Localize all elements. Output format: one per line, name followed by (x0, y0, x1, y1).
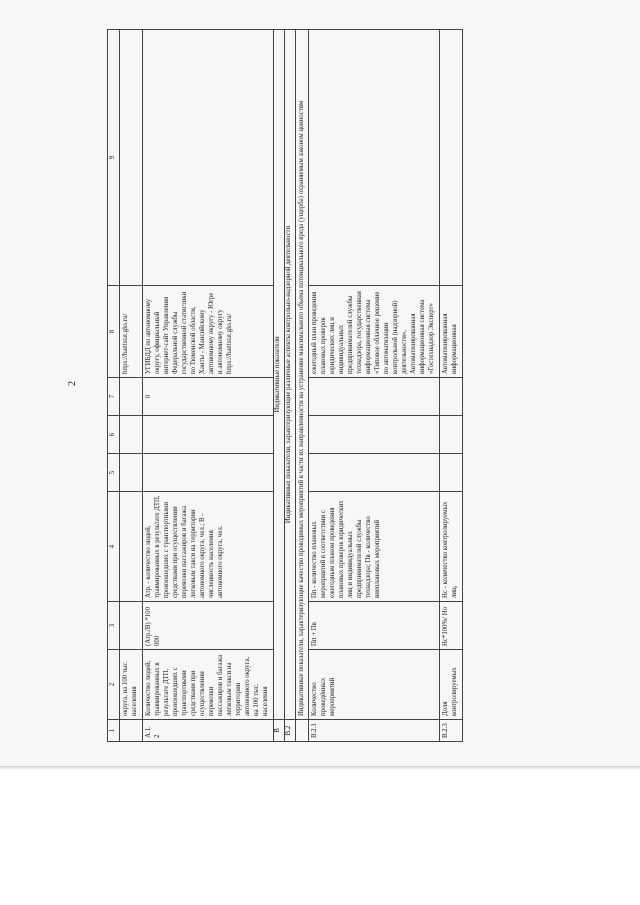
section-title: Индикативные показатели, характеризующие различные аспекты контрольно-надзорной деятельности (284, 30, 295, 720)
col-num-2: 2 (108, 650, 120, 720)
table-row-b23 (440, 30, 463, 742)
rotated-table-container (107, 30, 640, 742)
cell-code: В.2.1 (309, 720, 440, 742)
section-subtitle: Индикативные показатели, характеризующие качество проводимых мероприятий в части их направленности на устранение максимального объема потенциального вреда (ущерба) охраняемым законом ценностям (295, 30, 309, 720)
col-num-9: 9 (108, 30, 120, 286)
cell-formula-description: Пп - количество плановых мероприятий в соответствии с ежегодным планом проведения плановых проверок юридических лиц и индивидуальных предпринимателей службы технадзора; Пв - количество внеплановых мероприятий (309, 492, 440, 602)
cell-formula: (Атр./В) *100 000 (142, 602, 273, 650)
cell-indicator-name: Доля контролируемых (440, 650, 463, 720)
col-num-8: 8 (108, 286, 120, 378)
scan-edge-shadow (0, 766, 640, 770)
cell-indicator-name: округа, на 100 тыс. населения (120, 650, 143, 720)
cell-formula: Пп + Пв (309, 602, 440, 650)
cell-code: В (273, 720, 284, 742)
cell-source: https://hantstat.gks.ru/ (120, 286, 143, 378)
cell-target-value: 0 (142, 378, 273, 416)
table-row-continuation (120, 30, 143, 742)
col-num-7: 7 (108, 378, 120, 416)
section-row-b2-sub (295, 30, 309, 742)
cell-code: В.2.3 (440, 720, 463, 742)
cell-code: А.1.2 (142, 720, 273, 742)
section-row-b2 (284, 30, 295, 742)
cell-formula-description: Нс - количество контролируемых лиц, (440, 492, 463, 602)
column-number-row (108, 30, 120, 742)
cell-code: В.2 (284, 720, 295, 742)
section-row-b (273, 30, 284, 742)
col-num-6: 6 (108, 416, 120, 454)
cell-source: Автоматизированная информационная (440, 286, 463, 378)
col-num-3: 3 (108, 602, 120, 650)
table-row-a12 (142, 30, 273, 742)
cell-indicator-name: Количество людей, травмированных в результате ДТП, произошедших с транспортными средствами при осуществлении перевозки пассажиров и багажа легковым такси на территории автономного округа, на 100 тыс. населения (142, 650, 273, 720)
indicator-table (107, 29, 463, 742)
cell-source: УГИБДД по автономному округу, официальный интернет-сайт Управления Федеральной службы государственной статистики по Тюменской области, Ханты - Мансийскому автономному округу - Югре и автономному округу https://hantstat.gks.ru/ (142, 286, 273, 378)
cell-formula-description: Атр. - количество людей, травмированных в результате ДТП, произошедших с транспортными средствами при осуществлении перевозки пассажиров и багажа легковым такси на территории автономного округа, чел.; В - численность населения автономного округа, чел. (142, 492, 273, 602)
col-num-4: 4 (108, 492, 120, 602)
table-row-b21 (309, 30, 440, 742)
section-title: Индикативные показатели (273, 30, 284, 720)
cell-source: ежегодный план проведения плановых проверок юридических лиц и индивидуальных предпринимателей службы технадзора, государственная информационная система «Типовое облачное решение по автоматизации контрольной (надзорной) деятельности», Автоматизированная информационная система «Гостехнадзор Эксперт» (309, 286, 440, 378)
col-num-5: 5 (108, 454, 120, 492)
page-number: 2 (67, 381, 78, 386)
cell-indicator-name: Количество проведённых мероприятий (309, 650, 440, 720)
cell-formula: Нс*100%/ Но (440, 602, 463, 650)
col-num-1: 1 (108, 720, 120, 742)
